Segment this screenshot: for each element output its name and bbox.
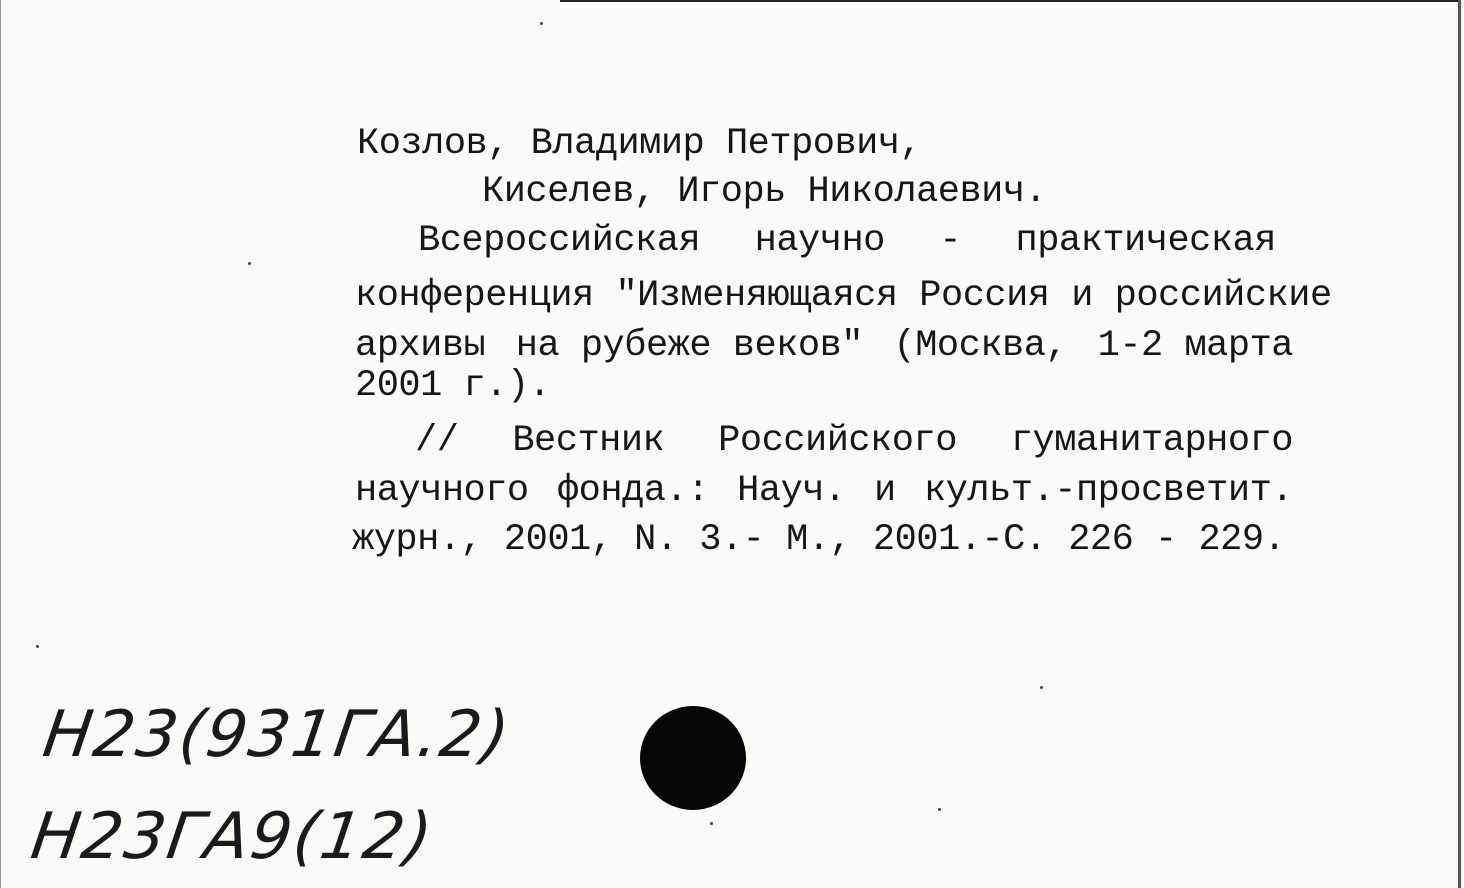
scan-speck (1040, 686, 1043, 689)
punch-hole (640, 706, 746, 810)
source-word: // (415, 420, 459, 462)
title-word: (Москва, (893, 325, 1068, 367)
source-word: гуманитарного (1010, 420, 1293, 462)
shelfmark-2: Н23ГА9(12) (26, 800, 439, 874)
title-word: практическая (1015, 220, 1276, 262)
scan-speck (710, 822, 713, 825)
title-word: Всероссийская (418, 220, 701, 262)
scan-speck (36, 645, 39, 648)
scan-speck (248, 262, 251, 265)
title-line-3 (355, 325, 1293, 367)
source-line-3: журн., 2001, N. 3.- М., 2001.-С. 226 - 229. (352, 519, 1286, 561)
title-word: - (939, 220, 962, 262)
source-word: фонда.: (556, 470, 709, 512)
scan-speck (540, 22, 543, 25)
title-word: на рубеже веков" (515, 325, 863, 367)
title-word: научно (754, 220, 885, 262)
source-word: Российского (718, 420, 957, 462)
source-word: культ.-просветит. (924, 470, 1293, 512)
right-edge-line (1458, 0, 1461, 888)
author-primary: Козлов, Владимир Петрович, (357, 123, 922, 165)
source-word: Науч. (737, 470, 846, 512)
source-line-2 (355, 470, 1293, 512)
author-secondary: Киселев, Игорь Николаевич. (482, 171, 1047, 213)
title-word: архивы (355, 325, 486, 367)
title-line-4: 2001 г.). (355, 365, 551, 407)
title-line-1 (418, 220, 1276, 262)
title-line-2: конференция "Изменяющаяся Россия и российские (355, 275, 1332, 317)
source-line-1 (415, 420, 1293, 462)
left-edge-line (0, 0, 1, 888)
source-word: и (874, 470, 896, 512)
scan-speck (938, 808, 941, 811)
source-word: Вестник (512, 420, 665, 462)
top-edge-line (560, 0, 1460, 2)
shelfmark-1: Н23(931ГА.2) (38, 698, 516, 772)
title-word: 1-2 марта (1097, 325, 1293, 367)
source-word: научного (355, 470, 529, 512)
